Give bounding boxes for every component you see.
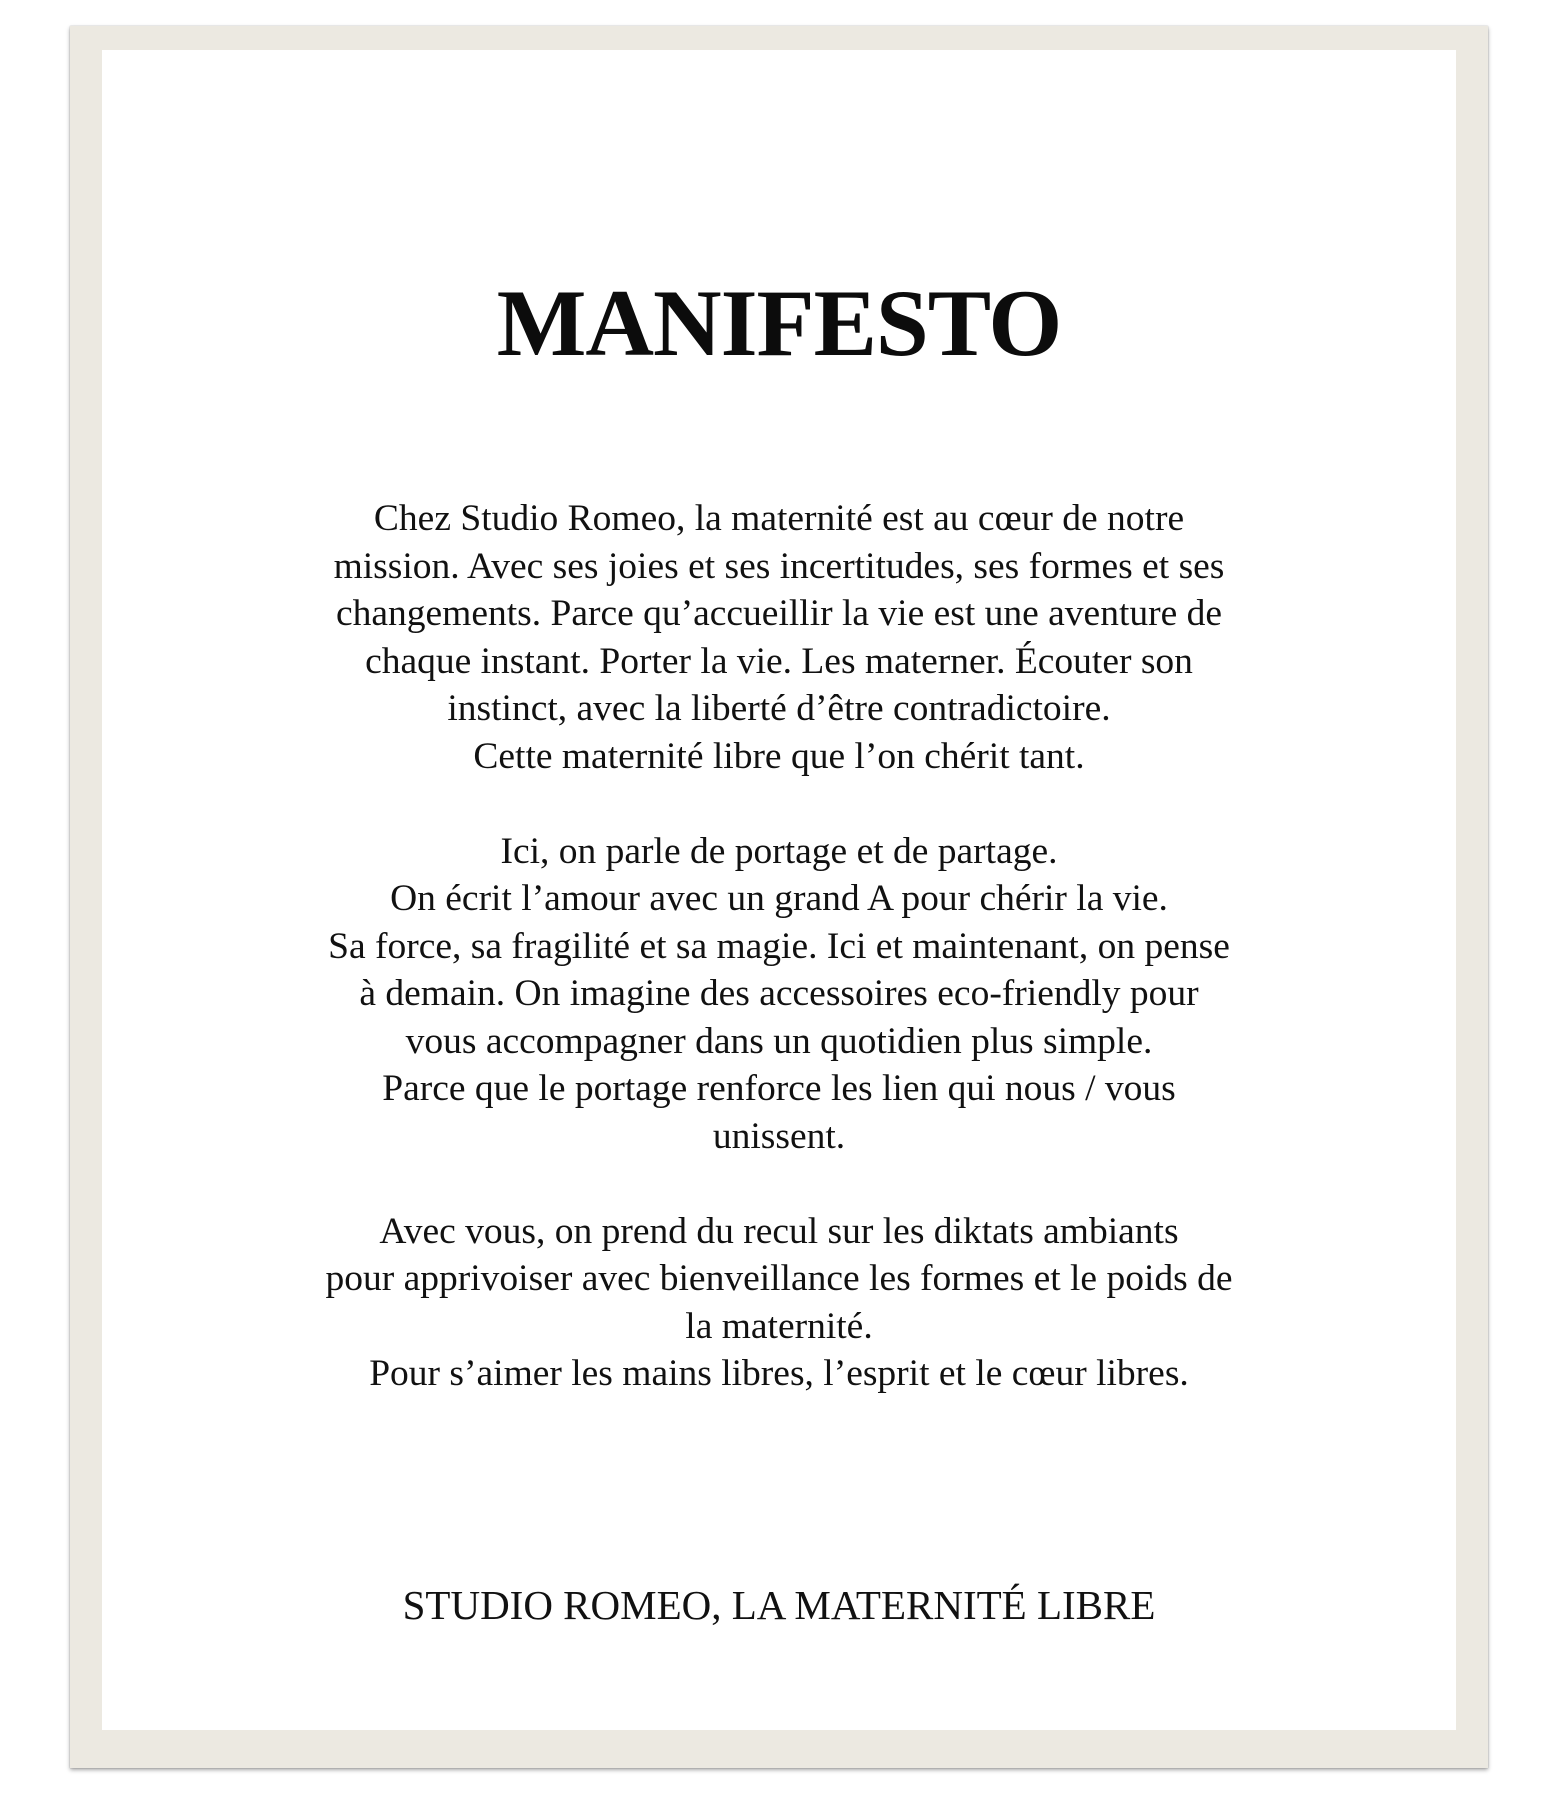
body-line: Pour s’aimer les mains libres, l’esprit et le cœur libres. [369,1353,1189,1394]
paragraph-1 [102,495,1456,780]
body-line: Parce que le portage renforce les lien qui nous / vous [382,1068,1176,1109]
body-line: la maternité. [685,1305,873,1347]
paragraph-2 [102,828,1456,1161]
body-line: changements. Parce qu’accueillir la vie est une aventure de [335,593,1223,634]
body-line: mission. Avec ses joies et ses incertitudes, ses formes et ses [333,545,1225,587]
body-line: chaque instant. Porter la vie. Les materner. Écouter son [365,640,1193,682]
body-line: unissent. [712,1115,846,1157]
manifesto-title: MANIFESTO [496,270,1062,376]
body-line: On écrit l’amour avec un grand A pour chérir la vie. [390,878,1168,919]
body-line: Sa force, sa fragilité et sa magie. Ici et maintenant, on pense [328,925,1230,967]
body-line: Ici, on parle de portage et de partage. [500,830,1058,872]
body-line: pour apprivoiser avec bienveillance les formes et le poids de [325,1258,1233,1299]
body-line: Avec vous, on prend du recul sur les diktats ambiants [379,1210,1179,1252]
body-line: Chez Studio Romeo, la maternité est au cœur de notre [373,498,1185,539]
paragraph-gap [102,780,1456,828]
paragraph-3 [102,1208,1456,1398]
signature-line: STUDIO ROMEO, LA MATERNITÉ LIBRE [402,1582,1156,1628]
manifesto-body [102,495,1456,1398]
paragraph-gap [102,1160,1456,1208]
body-line: à demain. On imagine des accessoires eco-friendly pour [359,973,1199,1014]
body-line: vous accompagner dans un quotidien plus simple. [405,1020,1153,1062]
poster-paper [102,50,1456,1730]
body-line: instinct, avec la liberté d’être contradictoire. [447,688,1111,729]
body-line: Cette maternité libre que l’on chérit tant. [473,735,1085,777]
